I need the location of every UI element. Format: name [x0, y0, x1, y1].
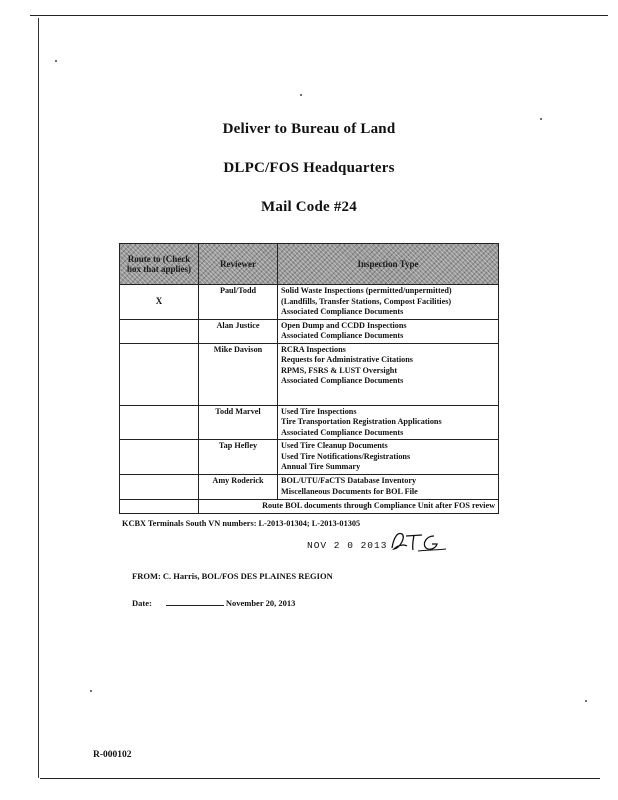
- header-inspection-type: Inspection Type: [278, 244, 499, 285]
- inspection-cell: [278, 440, 499, 475]
- inspection-cell: [278, 405, 499, 440]
- check-cell: [120, 343, 199, 405]
- date-value: November 20, 2013: [225, 598, 296, 608]
- scan-edge-bottom: [40, 778, 600, 779]
- heading-headquarters: DLPC/FOS Headquarters: [223, 160, 395, 176]
- check-cell: [120, 405, 199, 440]
- table-row: [120, 405, 499, 440]
- routing-table-header: [120, 244, 499, 285]
- reviewer-cell: Paul/Todd: [199, 285, 278, 320]
- inspection-line: Used Tire Inspections: [281, 406, 357, 416]
- inspection-cell: [278, 285, 499, 320]
- reviewer-cell: Tap Hefley: [199, 440, 278, 475]
- inspection-line: RCRA Inspections: [281, 344, 346, 354]
- table-row: [120, 343, 499, 405]
- inspection-line: Open Dump and CCDD Inspections: [281, 320, 407, 330]
- inspection-line: BOL/UTU/FaCTS Database Inventory: [281, 476, 417, 485]
- check-cell: [120, 475, 199, 500]
- route-note-row: [120, 500, 499, 514]
- scan-speck: [55, 60, 57, 62]
- empty-cell: [120, 500, 199, 514]
- inspection-cell: [278, 343, 499, 405]
- inspection-line: RPMS, FSRS & LUST Oversight: [281, 365, 398, 375]
- routing-table: [119, 243, 499, 514]
- reviewer-cell: Amy Roderick: [199, 475, 278, 500]
- inspection-line: Tire Transportation Registration Applications: [281, 417, 442, 426]
- received-date-stamp: NOV 2 0 2013: [307, 540, 388, 551]
- inspection-line: Miscellaneous Documents for BOL File: [281, 486, 418, 496]
- bates-number: R-000102: [93, 750, 132, 760]
- check-cell: [120, 440, 199, 475]
- inspection-line: Requests for Administrative Citations: [281, 355, 413, 364]
- inspection-line: Used Tire Cleanup Documents: [281, 441, 388, 450]
- inspection-line: Associated Compliance Documents: [281, 427, 404, 437]
- date-label: Date:: [132, 598, 152, 608]
- date-blank-line: [166, 596, 224, 606]
- heading-deliver-to: Deliver to Bureau of Land: [222, 121, 396, 137]
- table-row: [120, 319, 499, 343]
- check-mark: X: [155, 296, 163, 306]
- check-cell: [120, 285, 199, 320]
- scan-speck: [90, 690, 92, 692]
- scan-speck: [585, 700, 587, 702]
- route-note: Route BOL documents through Compliance Unit after FOS review: [199, 500, 499, 514]
- header-reviewer: Reviewer: [199, 244, 278, 285]
- heading-mail-code: Mail Code #24: [261, 199, 357, 215]
- inspection-line: (Landfills, Transfer Stations, Compost Facilities): [281, 296, 452, 306]
- kcbx-vn-numbers: KCBX Terminals South VN numbers: L-2013-01304; L-2013-01305: [122, 519, 361, 528]
- signature-initials: [388, 528, 448, 554]
- scan-speck: [300, 94, 302, 96]
- inspection-line: Annual Tire Summary: [281, 462, 361, 471]
- scan-speck: [540, 118, 542, 120]
- inspection-cell: [278, 319, 499, 343]
- inspection-cell: [278, 475, 499, 500]
- inspection-line: Associated Compliance Documents: [281, 307, 404, 316]
- reviewer-cell: Todd Marvel: [199, 405, 278, 440]
- table-row: [120, 475, 499, 500]
- inspection-line: Associated Compliance Documents: [281, 376, 404, 385]
- scan-edge-top: [30, 15, 608, 16]
- reviewer-cell: Alan Justice: [199, 319, 278, 343]
- header-route-to: Route to (Check box that applies): [120, 244, 199, 285]
- from-line: FROM: C. Harris, BOL/FOS DES PLAINES REGION: [132, 571, 333, 581]
- inspection-line: Used Tire Notifications/Registrations: [281, 451, 411, 461]
- check-cell: [120, 319, 199, 343]
- table-row: [120, 285, 499, 320]
- inspection-line: Associated Compliance Documents: [281, 331, 404, 340]
- inspection-line: Solid Waste Inspections (permitted/unpermitted): [281, 286, 452, 295]
- date-row: [132, 596, 295, 608]
- table-row: [120, 440, 499, 475]
- reviewer-cell: Mike Davison: [199, 343, 278, 405]
